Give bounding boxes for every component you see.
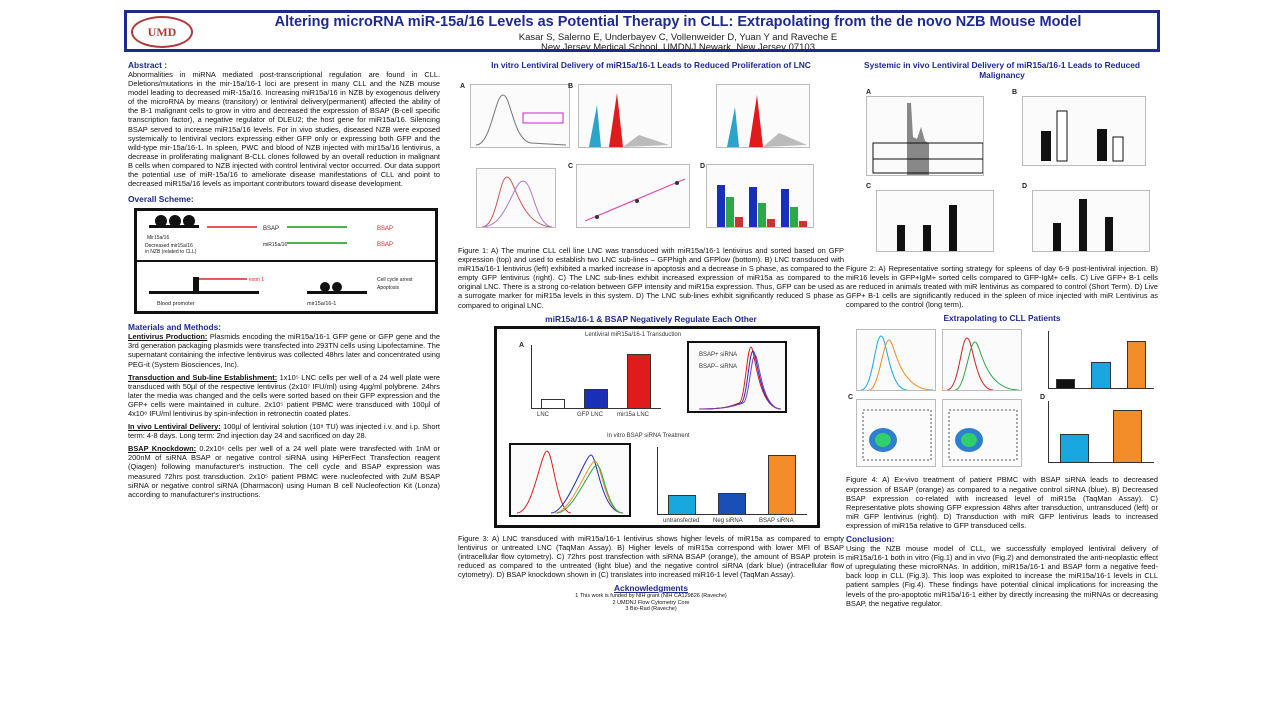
fig1-panel-d [706, 164, 814, 228]
scheme-bsap-marker [193, 277, 199, 291]
fig4-label-d: D [1040, 394, 1046, 402]
fig1c-point [675, 181, 679, 185]
bar-mir15a-lnc [627, 354, 651, 409]
fig4-label-c: C [848, 394, 854, 402]
bar-untransduced [1056, 379, 1075, 390]
fig2d-bar [1105, 217, 1113, 251]
scheme-label-cell-cycle: Cell cycle arrest [377, 277, 413, 284]
fig3-subtitle-a: Lentiviral miR15a/16-1 Transduction [585, 331, 682, 338]
fig1c-point [635, 199, 639, 203]
figure2-title: Systemic in vivo Lentiviral Delivery of miR15a/16-1 Leads to Reduced Malignancy [863, 60, 1140, 80]
method-invivo [128, 422, 440, 440]
scheme-label-bsap-3: BSAP [377, 242, 394, 249]
bar-lnc [541, 399, 565, 409]
scheme-label-nzb: in NZB (related to CLL) [145, 249, 197, 256]
figure2 [846, 86, 1158, 254]
fig2b-bar [1097, 129, 1107, 161]
fig1-panel-c [576, 164, 690, 228]
mir-stem-loops [149, 215, 199, 228]
poster-affiliation: New Jersey Medical School, UMDNJ Newark, New Jersey 07103 [540, 42, 815, 53]
poster-title: Altering microRNA miR-15a/16 Levels as Potential Therapy in CLL: Extrapolating from the de novo NZB Mouse Model [274, 14, 1082, 30]
middle-column [458, 60, 844, 613]
fig2c-bar [897, 225, 905, 251]
method-lentivirus-text: Plasmids encoding the miR15a/16-1 GFP gene or GFP gene and the 3rd generation packaging plasmids were transfected into 293TN cells using Lipofectamine. The supernatant containing the infective lentivirus was collected 48hrs later and concentrated using PEG-it (System Biosciences, Inc). [128, 332, 440, 369]
fig3-xaxis-c-2: Neg siRNA [713, 517, 743, 524]
fig4a-curve-1 [861, 336, 907, 390]
method-knockdown-head: BSAP Knockdown: [128, 444, 197, 454]
figure1-title: In vitro Lentiviral Delivery of miR15a/16-1 Leads to Reduced Proliferation of LNC [491, 60, 811, 70]
acknowledgments-title: Acknowledgments [614, 583, 688, 594]
scheme-label-bsap-2: BSAP [377, 226, 394, 233]
figure1-caption: Figure 1: A) The murine CLL cell line LNC was transduced with miR15a/16-1 lentivirus and sorted based on GFP expression (top) and used to establish two LNC sub-lines – GFPhigh and GFPlow (bottom). B) LNC transduced with miR15a/16-1 lentivirus (left) exhibited a marked increase in apoptosis and a decrease in S phase, as compared to the empty GFP lentivirus (right). C) The LNC sub-lines exhibit increased expression of miR15a as compared to the original LNC. There is a strong co-relation between GFP intensity and miR15a expression. Thus, GFP can be used as a surrogate marker for miR15a levels in this system. D) The LNC sub-lines exhibit significantly reduced S phase as compared to original LNC. [458, 246, 844, 310]
mir-stem-loops-bottom [307, 282, 367, 294]
figure4-title: Extrapolating to CLL Patients [943, 313, 1061, 324]
fig2c-bar [923, 225, 931, 251]
scheme-label-mir15: miR15a/16 [263, 242, 288, 249]
scheme-label-decreased: Decreased mir15a/16 [145, 243, 193, 250]
figure3 [494, 326, 820, 528]
fig2-panel-b [1022, 96, 1146, 166]
fig1b1-tail [623, 135, 669, 147]
fig1-label-a: A [460, 83, 466, 90]
bar-mir [1127, 341, 1146, 390]
scheme-label-mir-bottom: mir15a/16-1 [307, 301, 337, 308]
bar-gfp-lnc [584, 389, 608, 409]
method-invivo-head: In vivo Lentiviral Delivery: [128, 422, 221, 432]
fig1a-bottom-curve-2 [482, 181, 552, 227]
fig3-legend-1: BSAP+ siRNA [699, 351, 738, 358]
fig1b1-peak-blue [589, 105, 601, 147]
fig4a-curve-2 [869, 340, 933, 390]
bar-untransfected [668, 495, 696, 515]
scheme-divider [137, 260, 435, 262]
fig2-panel-d [1032, 190, 1150, 252]
fig1b2-tail [763, 133, 807, 147]
fig3-label-a: A [519, 341, 525, 349]
bar-bsap-sirna [768, 455, 796, 514]
fig4-panel-c-right [942, 399, 1022, 467]
method-knockdown-text: 0.2x10⁶ cells per well of a 24 well plate were transfected with 1nM or 200nM of siRNA BSAP or negative control siRNA using HiPerFect Transfection reagent (Qiagen) following manufacturer's instruction. The cell cycle and BSAP expression was measured 72hrs post transduction. 2x10⁵ patient PBMC were nucleofected with 2uM BSAP siRNA or negative control siRNA (Dharmacon) using Human B cell Nucleofection Kit (Lonza) according to manufacturer's instructions. [128, 444, 441, 499]
fig1-label-d: D [700, 163, 706, 170]
fig3-subtitle-b: In vitro BSAP siRNA Treatment [607, 432, 690, 439]
fig3-chart-c [657, 447, 807, 515]
figure4 [846, 327, 1158, 473]
overall-scheme-title: Overall Scheme: [128, 194, 194, 205]
fig3-legend-2: BSAP– siRNA [699, 363, 738, 370]
logo-text: UMD [147, 24, 177, 39]
fig3-xaxis-a-2: GFP LNC [577, 411, 603, 418]
fig1b1-peak-red [609, 93, 623, 147]
right-column [846, 60, 1158, 612]
fig1d-group-3 [781, 189, 807, 227]
method-knockdown [128, 444, 440, 499]
fig1-panel-b2 [716, 84, 810, 148]
fig2-panel-c [876, 190, 994, 252]
fig3-panel-b [687, 341, 787, 413]
fig1a-histogram [476, 95, 566, 145]
fig2d-bar [1079, 199, 1087, 251]
fig4-panel-a-histo2 [942, 329, 1022, 391]
overall-scheme-figure [134, 208, 438, 314]
scheme-dna-strand [149, 291, 259, 294]
figure2-caption: Figure 2: A) Representative sorting strategy for spleens of day 6-9 post-lentiviral injection. B) miR16 levels in GFP+IgM+ sorted cells compared to GFP-IgM+ cells. C) Live GFP+ B-1 cells are reduced in animals treated with miR lentivirus as compared to control (Short Term). D) Live GFP+ B-1 cells are significantly reduced in the spleen of mice injected with miR Lentivirus as compared to the control (long term). [846, 264, 1158, 310]
fig2-label-d: D [1022, 183, 1028, 190]
fig1-label-b: B [568, 83, 574, 90]
ack-line: 2 UMDNJ Flow Cytometry Core [612, 599, 690, 606]
fig3-chart-a [531, 345, 661, 409]
acknowledgments [458, 593, 844, 613]
fig2-label-b: B [1012, 89, 1018, 96]
fig1-panel-a-bottom [476, 168, 556, 228]
figure3-title: miR15a/16-1 & BSAP Negatively Regulate Each Other [545, 313, 757, 324]
left-column [128, 60, 440, 503]
figure3-caption: Figure 3: A) LNC transduced with miR15a/16-1 lentivirus shows higher levels of miR15a as compared to empty lentivirus or untreated LNC (TaqMan Assay). B) Higher levels of miR15a correspond with lower MFI of BSAP (intracellular flow cytometry). C) 72hrs post transfection with siRNA BSAP (orange), the amount of BSAP protein is reduced as compared to the untreated (light blue) and the negative control siRNA (dark blue) (intracellular flow cytometry). D) BSAP knockdown shown in (C) translates into increased miR16-1 level (TaqMan Assay). [458, 533, 844, 580]
scheme-label-promoter: Blood promoter [157, 301, 195, 308]
fig3-panel-c-histogram [509, 443, 631, 517]
fig4c-density-green [875, 433, 891, 447]
scheme-label-mir: Mir15a/16 [147, 235, 170, 242]
bar-neg-sirna [718, 493, 746, 515]
fig3-xaxis-a-1: LNC [537, 411, 550, 418]
fig2-panel-a [866, 96, 984, 176]
bar-neg-sirna [1060, 434, 1089, 463]
fig2b-bar [1041, 131, 1051, 161]
fig3-xaxis-c-1: untransfected [663, 517, 700, 524]
methods-title: Materials and Methods: [128, 322, 222, 333]
fig1d-group-2 [749, 187, 775, 227]
fig4-panel-c-left [856, 399, 936, 467]
poster-authors: Kasar S, Salerno E, Underbayev C, Vollenweider D, Yuan Y and Raveche E [518, 32, 838, 43]
fig1d-group-1 [717, 185, 743, 227]
university-logo [131, 16, 193, 48]
fig4a-curve-3 [947, 338, 993, 390]
fig1c-point [595, 215, 599, 219]
method-lentivirus [128, 332, 440, 368]
fig2c-bar [949, 205, 957, 251]
scheme-label-apoptosis: Apoptosis [377, 285, 399, 292]
fig4-chart-b [1048, 331, 1154, 389]
fig2b-bar [1113, 137, 1123, 161]
method-transduction-text: 1x10⁵ LNC cells per well of a 24 well plate were transduced with 50µl of the respective lentivirus (2x10⁷ IFU/ml) using 4µg/ml polybrene. 24hrs later the media was changed and the cells were sorted based on their GFP expression and the GFP+ cells were maintained in culture. 2x10⁵ patient PBMC were transduced with 100µl of 4x10⁸ IFU/ml lentivirus by spin-infection in retronectin coated plates. [128, 372, 441, 418]
fig2a-histogram [907, 103, 929, 175]
fig3-xaxis-a-3: mir15a LNC [617, 411, 650, 418]
bar-gfp [1091, 362, 1110, 389]
fig4-chart-d [1048, 401, 1154, 463]
fig1-panel-b1 [578, 84, 672, 148]
fig4a-curve-4 [955, 342, 1019, 390]
fig2-label-c: C [866, 183, 872, 190]
fig1a-gate [523, 113, 563, 123]
fig1-label-c: C [568, 163, 574, 170]
ack-line: 3 Bio-Rad (Raveche) [625, 606, 677, 613]
abstract-title: Abstract : [128, 60, 168, 70]
fig4-panel-a-histo1 [856, 329, 936, 391]
fig2d-bar [1053, 223, 1061, 251]
fig2b-bar [1057, 111, 1067, 161]
fig3-xaxis-c-3: BSAP siRNA [759, 517, 794, 524]
scheme-diagram [137, 211, 435, 311]
conclusion-text: Using the NZB mouse model of CLL, we successfully employed lentiviral delivery of miR15a/16-1 both in vitro (Fig.1) and in vivo (Fig.2) and demonstrated the anti-neoplastic effect of upregulating these microRNAs. In addition, miR15a/16-1 and BSAP form a negative feed-back loop in CLL (Fig.3). This loop was exploited to increase the miR15a/16-1 levels in CLL patient samples (Fig.4). These findings have potential clinical implications for increasing the levels of the pro-apoptotic miR15a/16-1 either by directly increasing the miRNAs or decreasing BSAP, the negative regulator. [846, 544, 1158, 608]
method-lentivirus-head: Lentivirus Production: [128, 332, 208, 342]
method-transduction [128, 373, 440, 418]
figure1 [458, 78, 844, 238]
poster-header [124, 10, 1160, 52]
conclusion-title: Conclusion: [846, 534, 895, 545]
fig1-panel-a-top [470, 84, 570, 148]
fig1c-regression-line [585, 179, 685, 221]
fig1b2-peak-red [749, 95, 763, 147]
fig2-label-a: A [866, 89, 872, 96]
scheme-label-exon: exon 1 [249, 277, 265, 284]
scheme-label-bsap-1: BSAP [263, 226, 280, 233]
fig4c-density-green-2 [961, 433, 977, 447]
fig1b2-peak-blue [727, 107, 739, 147]
abstract-text: Abnormalities in miRNA mediated post-transcriptional regulation are found in CLL. Deletions/mutations in the mir-15a/16-1 loci are present in many CLL and the NZB mouse model leading to decreased miR-15a/16. Increasing miR15a/16 in NZB by exogenous delivery of the microRNA by means (transitory) or lentiviral delivery(permanent) affected the ability of the B-1 malignant cells to grow in vitro and decreased the expression of BSAP (B-cell specific transcription factor), a negative regulator of DLEU2; the host gene for miR15a/16. Silencing BSAP served to increase miR15a/16 levels. For in vivo studies, diseased NZB were exposed systemically to lentiviral vectors expressing either GFP only or expressing both GFP and the wild-type mir-15a/16-1. In spleen, PWC and blood of NZB injected with mir15a/16 lentivirus, a decrease in proliferating malignant B-CLL clones followed by an overall reduction in malignant B cells when compared to NZB injected with control lentiviral vector occurred. Our data support the potential use of miR-15a/16 to ameliorate disease manifestations of CLL and point to decreased miR15a/16 levels as important contributors toward disease development. [128, 70, 440, 189]
method-transduction-head: Transduction and Sub-line Establishment: [128, 372, 278, 382]
ack-line: 1 This work is funded by NIH grant (NIH CA129826 (Raveche) [575, 593, 727, 600]
method-invivo-text: 100µl of lentiviral solution (10⁸ TU) was injected i.v. and i.p. Short term: 4-8 days. Long term: 2nd injection day 24 and sacrificed on day 28. [128, 422, 440, 441]
bar-bsap-sirna [1113, 410, 1142, 463]
figure4-caption: Figure 4: A) Ex-vivo treatment of patient PBMC with BSAP siRNA leads to decreased expression of BSAP (orange) as compared to a negative control siRNA (blue). B) Decreased BSAP expression co-related with increased level of miR15a (TaqMan Assay). C) Representative plots showing GFP expression 48hrs after transduction, untransduced (left) or miR GFP lentivirus (right). D) Transduction with miR GFP lentivirus leads to increased expression of miR15a relative to GFP transduced cells. [846, 475, 1158, 530]
